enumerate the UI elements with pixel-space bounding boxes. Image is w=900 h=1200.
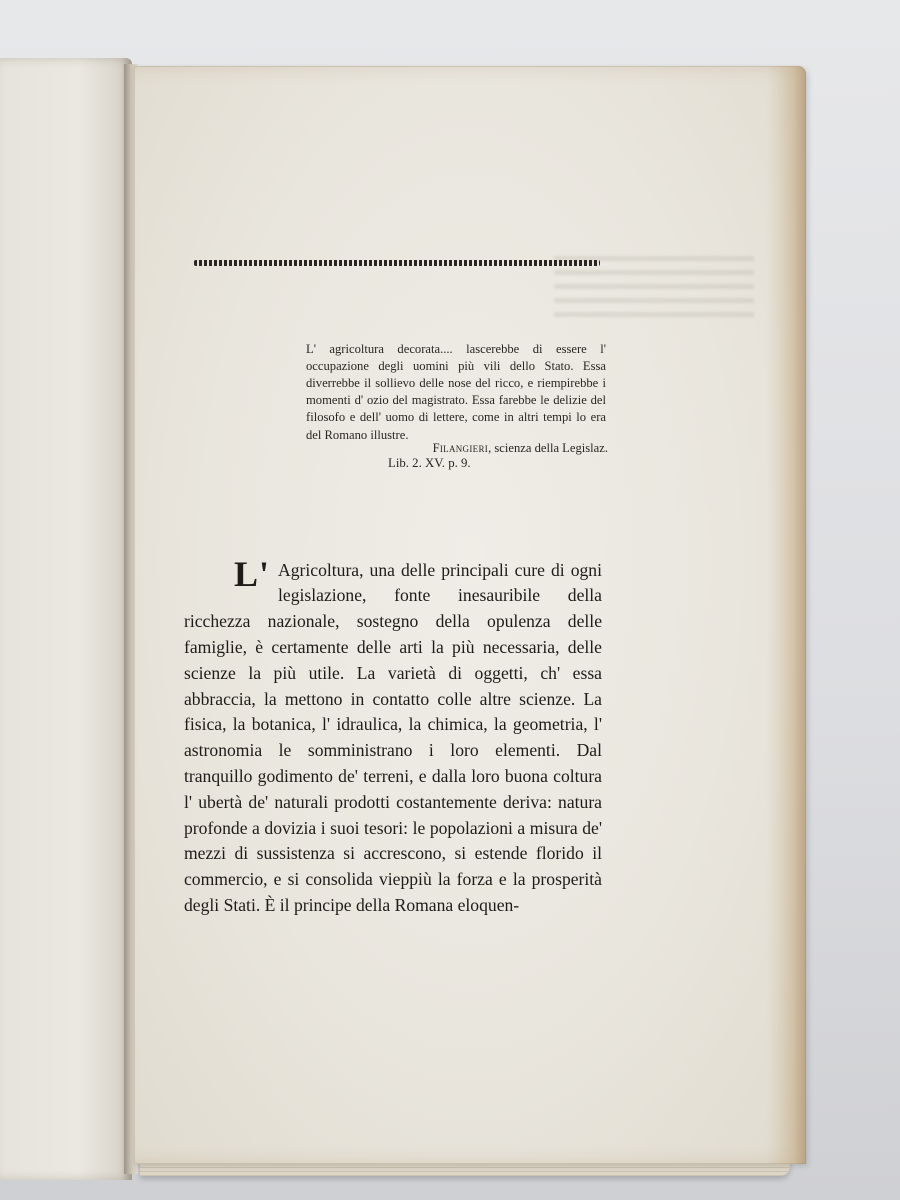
epigraph-attribution [376, 440, 608, 457]
right-page [134, 66, 806, 1164]
ornamental-rule [194, 260, 600, 266]
body-paragraph [184, 553, 602, 919]
epigraph: L' agricoltura decorata.... lascerebbe di essere l' occupazione degli uomini più vili dello Stato. Essa diverrebbe il sollievo delle nose del ricco, e riempirebbe i momenti d' ozio del magistrato. Essa farebbe le delizie del filosofo e dell' uomo di lettere, come in altri tempi lo era del Romano illustre. [306, 341, 606, 442]
body-text: Agricoltura, una delle principali cure di ogni legislazione, fonte inesauribile della ricchezza nazionale, sostegno della opulenza delle famiglie, è certamente delle arti la più necessaria, delle scienze la più utile. La varietà di oggetti, ch' essa abbraccia, la mettono in contatto colle altre scienze. La fisica, la botanica, l' idraulica, la chimica, la geometria, l' astronomia le somministrano i loro elementi. Dal tranquillo godimento de' terreni, e dalla loro buona coltura l' ubertà de' naturali prodotti costantemente deriva: natura profonde a dovizia i suoi tesori: le popolazioni a misura de' mezzi di sussistenza si accrescono, si estende florido il commercio, e si consolida vieppiù la forza e la prosperità degli Stati. È il principe della Romana eloquen- [184, 559, 602, 915]
drop-cap: L' [234, 553, 271, 594]
left-page [0, 58, 132, 1180]
page-edge-stain [766, 66, 806, 1164]
epigraph-author: Filangieri [432, 441, 489, 455]
epigraph-reference: Lib. 2. XV. p. 9. [388, 456, 471, 470]
show-through-text [554, 256, 754, 326]
epigraph-work: , scienza della Legislaz. [488, 441, 608, 455]
